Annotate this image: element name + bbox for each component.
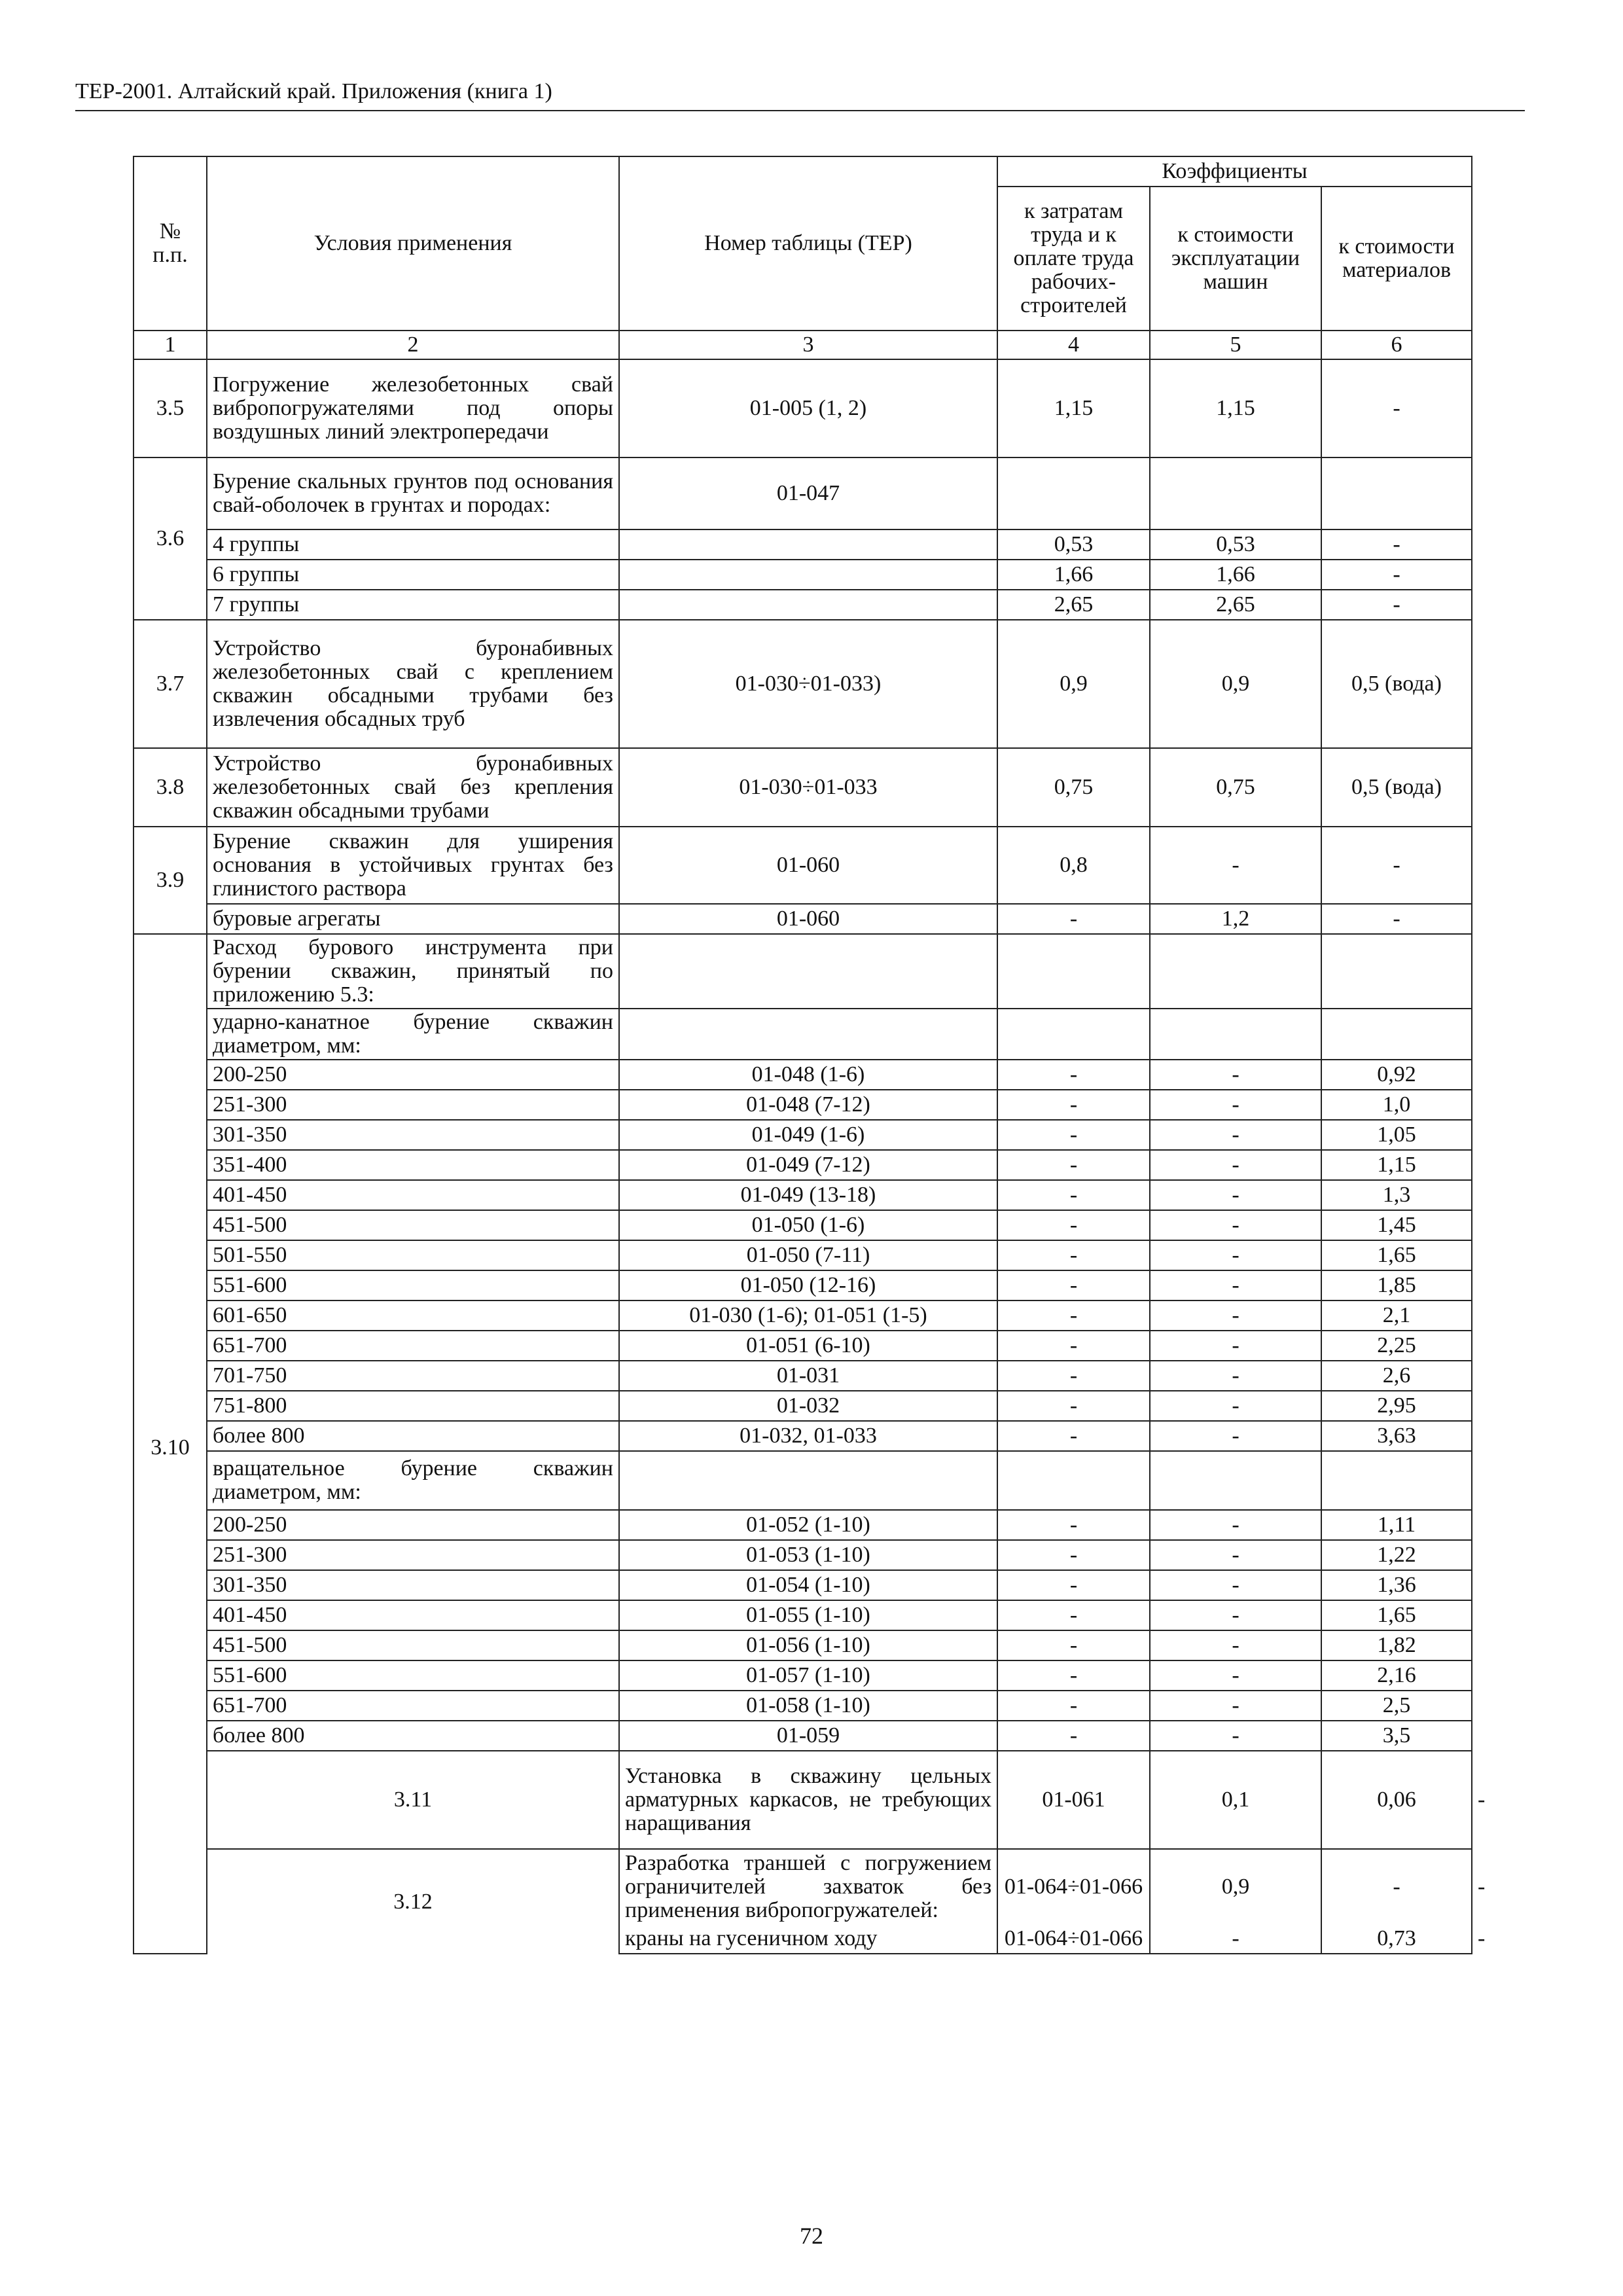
row-coef-materials: 1,15	[1321, 1150, 1472, 1180]
row-conditions: 251-300	[207, 1090, 619, 1120]
table-row	[134, 1691, 1472, 1721]
row-coef-labor	[997, 1451, 1150, 1510]
row-table-number: 01-055 (1-10)	[619, 1600, 997, 1630]
table-row	[134, 457, 1472, 529]
row-table-number: 01-064÷01-066	[997, 1849, 1150, 1924]
row-conditions: 551-600	[207, 1270, 619, 1300]
row-coef-machines	[1150, 1451, 1321, 1510]
row-table-number: 01-060	[619, 827, 997, 904]
row-conditions: более 800	[207, 1421, 619, 1451]
row-coef-labor: -	[997, 1090, 1150, 1120]
row-coef-labor	[997, 1009, 1150, 1060]
row-coef-materials: 2,25	[1321, 1331, 1472, 1361]
row-coef-labor: -	[997, 1721, 1150, 1751]
row-coef-materials: -	[1321, 560, 1472, 590]
table-row	[134, 1270, 1472, 1300]
row-conditions: 4 группы	[207, 529, 619, 560]
row-coef-machines: 1,2	[1150, 904, 1321, 934]
row-coef-machines: 0,9	[1150, 620, 1321, 748]
row-table-number: 01-049 (13-18)	[619, 1180, 997, 1210]
row-table-number: 01-031	[619, 1361, 997, 1391]
row-table-number	[619, 529, 997, 560]
table-body	[134, 156, 1486, 1954]
row-conditions: 651-700	[207, 1331, 619, 1361]
row-coef-labor: 0,53	[997, 529, 1150, 560]
row-number: 3.11	[207, 1751, 619, 1849]
col-header-table-number: Номер таблицы (ТЕР)	[619, 156, 997, 331]
row-conditions: 701-750	[207, 1361, 619, 1391]
row-coef-labor: -	[997, 1300, 1150, 1331]
row-conditions: 601-650	[207, 1300, 619, 1331]
row-coef-machines: -	[1150, 1510, 1321, 1540]
row-coef-machines: -	[1150, 1150, 1321, 1180]
row-table-number	[619, 560, 997, 590]
row-coef-machines: -	[1150, 1361, 1321, 1391]
table-row	[134, 1600, 1472, 1630]
row-table-number: 01-047	[619, 457, 997, 529]
row-coef-labor: 0,75	[997, 748, 1150, 827]
table-row: краны на гусеничном ходу 01-064÷01-066 - 0,73 -	[134, 1924, 1472, 1954]
row-table-number: 01-030÷01-033	[619, 748, 997, 827]
row-coef-labor: -	[997, 1660, 1150, 1691]
row-conditions: 200-250	[207, 1060, 619, 1090]
row-conditions: буровые агрегаты	[207, 904, 619, 934]
col-header-labor: к затратам труда и к оплате труда рабочих-строителей	[997, 187, 1150, 331]
row-coef-labor: 0,9	[1150, 1849, 1321, 1924]
row-coef-machines: 1,66	[1150, 560, 1321, 590]
row-coef-machines: -	[1150, 1090, 1321, 1120]
row-coef-labor: -	[997, 1150, 1150, 1180]
row-number: 3.5	[134, 359, 207, 457]
row-coef-labor: -	[997, 1361, 1150, 1391]
row-conditions: вращательное бурение скважин диаметром, мм:	[207, 1451, 619, 1510]
row-table-number: 01-060	[619, 904, 997, 934]
row-coef-labor: -	[997, 1060, 1150, 1090]
row-coef-materials: 2,16	[1321, 1660, 1472, 1691]
col-header-machines: к стоимости эксплуатации машин	[1150, 187, 1321, 331]
row-coef-materials: 2,6	[1321, 1361, 1472, 1391]
coefficients-table	[133, 156, 1486, 1954]
row-table-number: 01-053 (1-10)	[619, 1540, 997, 1570]
row-table-number	[619, 590, 997, 620]
row-coef-machines: -	[1150, 1570, 1321, 1600]
table-row	[134, 1300, 1472, 1331]
table-row	[134, 904, 1472, 934]
table-row	[134, 1120, 1472, 1150]
row-conditions: Бурение скважин для уширения основания в устойчивых грунтах без глинистого раствора	[207, 827, 619, 904]
row-table-number: 01-050 (12-16)	[619, 1270, 997, 1300]
row-coef-labor: 0,1	[1150, 1751, 1321, 1849]
row-table-number: 01-052 (1-10)	[619, 1510, 997, 1540]
row-coef-machines: -	[1150, 1331, 1321, 1361]
row-conditions: 6 группы	[207, 560, 619, 590]
row-coef-materials: 2,5	[1321, 1691, 1472, 1721]
row-coef-labor: 1,66	[997, 560, 1150, 590]
row-conditions: 301-350	[207, 1570, 619, 1600]
table-row	[134, 1570, 1472, 1600]
row-coef-machines: -	[1150, 1180, 1321, 1210]
table-row	[134, 1090, 1472, 1120]
row-coef-machines: -	[1150, 1391, 1321, 1421]
table-row	[134, 1240, 1472, 1270]
table-row	[134, 1210, 1472, 1240]
row-table-number: 01-049 (1-6)	[619, 1120, 997, 1150]
row-table-number: 01-049 (7-12)	[619, 1150, 997, 1180]
row-coef-labor: -	[997, 1331, 1150, 1361]
row-table-number: 01-051 (6-10)	[619, 1331, 997, 1361]
table-row	[134, 590, 1472, 620]
table-row	[134, 529, 1472, 560]
row-coef-materials: -	[1321, 904, 1472, 934]
table-row	[134, 620, 1472, 748]
row-coef-labor: -	[1150, 1924, 1321, 1954]
table-row	[134, 1331, 1472, 1361]
row-coef-materials: 3,63	[1321, 1421, 1472, 1451]
row-table-number: 01-064÷01-066	[997, 1924, 1150, 1954]
table-row	[134, 1150, 1472, 1180]
row-conditions: Устройство буронабивных железобетонных свай без крепления скважин обсадными трубами	[207, 748, 619, 827]
row-coef-labor: 0,9	[997, 620, 1150, 748]
row-conditions: Бурение скальных грунтов под основания свай-оболочек в грунтах и породах:	[207, 457, 619, 529]
row-coef-materials: 0,92	[1321, 1060, 1472, 1090]
row-table-number	[619, 1009, 997, 1060]
row-conditions: 451-500	[207, 1630, 619, 1660]
row-coef-materials: 1,65	[1321, 1240, 1472, 1270]
row-coef-labor: -	[997, 1630, 1150, 1660]
table-row	[134, 359, 1472, 457]
row-coef-materials: 1,36	[1321, 1570, 1472, 1600]
row-conditions: Устройство буронабивных железобетонных свай с креплением скважин обсадными трубами без извлечения обсадных труб	[207, 620, 619, 748]
table-row	[134, 1361, 1472, 1391]
row-coef-materials: -	[1321, 529, 1472, 560]
col-header-conditions: Условия применения	[207, 156, 619, 331]
table-row	[134, 560, 1472, 590]
row-coef-materials: -	[1321, 827, 1472, 904]
row-table-number: 01-050 (1-6)	[619, 1210, 997, 1240]
row-table-number	[619, 1451, 997, 1510]
row-coef-labor: -	[997, 1421, 1150, 1451]
row-conditions: 251-300	[207, 1540, 619, 1570]
row-coef-labor: -	[997, 1600, 1150, 1630]
col-header-coefficients: Коэффициенты	[997, 156, 1472, 187]
row-conditions: Установка в скважину цельных арматурных каркасов, не требующих наращивания	[619, 1751, 997, 1849]
row-coef-machines: 0,06	[1321, 1751, 1472, 1849]
row-table-number: 01-059	[619, 1721, 997, 1751]
row-coef-machines	[1150, 457, 1321, 529]
row-table-number: 01-050 (7-11)	[619, 1240, 997, 1270]
row-coef-materials: 0,5 (вода)	[1321, 748, 1472, 827]
row-coef-materials: 1,22	[1321, 1540, 1472, 1570]
table-row: 3.12 Разработка траншей с погружением ограничителей захваток без применения вибропогружателей: 01-064÷01-066 0,9 - -	[134, 1849, 1472, 1924]
row-coef-machines: 0,73	[1321, 1924, 1472, 1954]
row-coef-materials	[1321, 934, 1472, 1009]
row-number: 3.12	[207, 1849, 619, 1954]
col-header-materials: к стоимости материалов	[1321, 187, 1472, 331]
row-coef-machines	[1150, 1009, 1321, 1060]
row-coef-materials: 1,3	[1321, 1180, 1472, 1210]
row-coef-machines: -	[1150, 1210, 1321, 1240]
table-row	[134, 1180, 1472, 1210]
row-coef-machines: -	[1150, 1060, 1321, 1090]
row-coef-materials: -	[1321, 359, 1472, 457]
row-conditions: 301-350	[207, 1120, 619, 1150]
table-row	[134, 1421, 1472, 1451]
row-coef-labor: -	[997, 1270, 1150, 1300]
row-coef-machines: -	[1150, 1300, 1321, 1331]
row-number: 3.10	[134, 934, 207, 1954]
row-coef-machines: -	[1150, 1240, 1321, 1270]
row-coef-machines: -	[1150, 1691, 1321, 1721]
row-conditions: ударно-канатное бурение скважин диаметром, мм:	[207, 1009, 619, 1060]
row-coef-machines: -	[1150, 1120, 1321, 1150]
row-conditions: 7 группы	[207, 590, 619, 620]
row-coef-labor: -	[997, 1240, 1150, 1270]
row-table-number: 01-032	[619, 1391, 997, 1421]
row-number: 3.6	[134, 457, 207, 620]
row-coef-labor	[997, 934, 1150, 1009]
row-coef-labor: -	[997, 1180, 1150, 1210]
row-table-number: 01-058 (1-10)	[619, 1691, 997, 1721]
table-row	[134, 1009, 1472, 1060]
row-conditions: 401-450	[207, 1600, 619, 1630]
col-number: 6	[1321, 331, 1472, 359]
row-coef-machines: 0,75	[1150, 748, 1321, 827]
row-conditions: 401-450	[207, 1180, 619, 1210]
row-coef-machines: -	[1150, 1660, 1321, 1691]
row-coef-materials: 0,5 (вода)	[1321, 620, 1472, 748]
row-coef-labor: -	[997, 1540, 1150, 1570]
row-coef-machines: -	[1150, 827, 1321, 904]
table-row	[134, 1060, 1472, 1090]
row-table-number: 01-048 (7-12)	[619, 1090, 997, 1120]
col-number: 5	[1150, 331, 1321, 359]
col-number: 3	[619, 331, 997, 359]
row-coef-labor: 1,15	[997, 359, 1150, 457]
row-coef-materials: 1,65	[1321, 1600, 1472, 1630]
row-coef-labor: 2,65	[997, 590, 1150, 620]
row-conditions: Разработка траншей с погружением ограничителей захваток без применения вибропогружателей:	[619, 1849, 997, 1924]
row-conditions: 200-250	[207, 1510, 619, 1540]
row-coef-labor: -	[997, 1391, 1150, 1421]
row-coef-machines: -	[1150, 1270, 1321, 1300]
row-table-number: 01-032, 01-033	[619, 1421, 997, 1451]
table-row	[134, 748, 1472, 827]
row-coef-machines: -	[1150, 1721, 1321, 1751]
row-coef-machines	[1150, 934, 1321, 1009]
row-conditions: более 800	[207, 1721, 619, 1751]
row-coef-materials: -	[1321, 590, 1472, 620]
row-number: 3.9	[134, 827, 207, 934]
row-coef-materials	[1321, 1009, 1472, 1060]
row-coef-machines: 1,15	[1150, 359, 1321, 457]
table-row	[134, 1510, 1472, 1540]
row-table-number: 01-005 (1, 2)	[619, 359, 997, 457]
row-coef-materials: 1,82	[1321, 1630, 1472, 1660]
row-conditions: 451-500	[207, 1210, 619, 1240]
col-header-num: № п.п.	[134, 156, 207, 331]
table-row	[134, 1630, 1472, 1660]
row-table-number: 01-056 (1-10)	[619, 1630, 997, 1660]
row-conditions: 551-600	[207, 1660, 619, 1691]
col-number: 4	[997, 331, 1150, 359]
row-coef-labor: -	[997, 1691, 1150, 1721]
row-coef-labor	[997, 457, 1150, 529]
table-row	[134, 827, 1472, 904]
row-coef-machines: -	[1150, 1540, 1321, 1570]
table-row: 3.11 Установка в скважину цельных арматурных каркасов, не требующих наращивания 01-061 0,1 0,06 -	[134, 1751, 1472, 1849]
row-table-number: 01-030 (1-6); 01-051 (1-5)	[619, 1300, 997, 1331]
row-table-number: 01-057 (1-10)	[619, 1660, 997, 1691]
row-table-number: 01-054 (1-10)	[619, 1570, 997, 1600]
row-coef-materials: 1,45	[1321, 1210, 1472, 1240]
row-coef-machines: -	[1150, 1630, 1321, 1660]
row-coef-materials: 1,05	[1321, 1120, 1472, 1150]
row-coef-materials: 2,1	[1321, 1300, 1472, 1331]
table-row	[134, 1540, 1472, 1570]
row-coef-materials	[1321, 457, 1472, 529]
col-number: 2	[207, 331, 619, 359]
row-coef-materials: 1,11	[1321, 1510, 1472, 1540]
row-number: 3.7	[134, 620, 207, 748]
row-conditions: 751-800	[207, 1391, 619, 1421]
table-row	[134, 1721, 1472, 1751]
row-coef-labor: -	[997, 1510, 1150, 1540]
row-coef-materials	[1321, 1451, 1472, 1510]
row-coef-materials: 2,95	[1321, 1391, 1472, 1421]
row-coef-machines: -	[1150, 1421, 1321, 1451]
table-row	[134, 1660, 1472, 1691]
row-table-number	[619, 934, 997, 1009]
table-row	[134, 1451, 1472, 1510]
page-number: 72	[800, 2223, 823, 2249]
running-header: ТЕР-2001. Алтайский край. Приложения (книга 1)	[75, 79, 1525, 111]
row-coef-materials: 1,85	[1321, 1270, 1472, 1300]
row-coef-materials: 3,5	[1321, 1721, 1472, 1751]
row-conditions: 501-550	[207, 1240, 619, 1270]
row-coef-materials: 1,0	[1321, 1090, 1472, 1120]
row-coef-labor: 0,8	[997, 827, 1150, 904]
col-number: 1	[134, 331, 207, 359]
header-row-1	[134, 156, 1472, 187]
row-conditions: 651-700	[207, 1691, 619, 1721]
row-table-number: 01-030÷01-033)	[619, 620, 997, 748]
row-coef-machines: -	[1321, 1849, 1472, 1924]
row-conditions: краны на гусеничном ходу	[619, 1924, 997, 1954]
row-table-number: 01-048 (1-6)	[619, 1060, 997, 1090]
row-coef-labor: -	[997, 904, 1150, 934]
row-coef-labor: -	[997, 1570, 1150, 1600]
row-conditions: Расход бурового инструмента при бурении скважин, принятый по приложению 5.3:	[207, 934, 619, 1009]
row-coef-machines: -	[1150, 1600, 1321, 1630]
row-coef-machines: 0,53	[1150, 529, 1321, 560]
row-conditions: 351-400	[207, 1150, 619, 1180]
column-numbers-row	[134, 331, 1472, 359]
row-table-number: 01-061	[997, 1751, 1150, 1849]
row-number: 3.8	[134, 748, 207, 827]
row-coef-labor: -	[997, 1120, 1150, 1150]
table-row	[134, 934, 1472, 1009]
row-coef-machines: 2,65	[1150, 590, 1321, 620]
table-row	[134, 1391, 1472, 1421]
row-coef-labor: -	[997, 1210, 1150, 1240]
row-conditions: Погружение железобетонных свай вибропогружателями под опоры воздушных линий электропередачи	[207, 359, 619, 457]
